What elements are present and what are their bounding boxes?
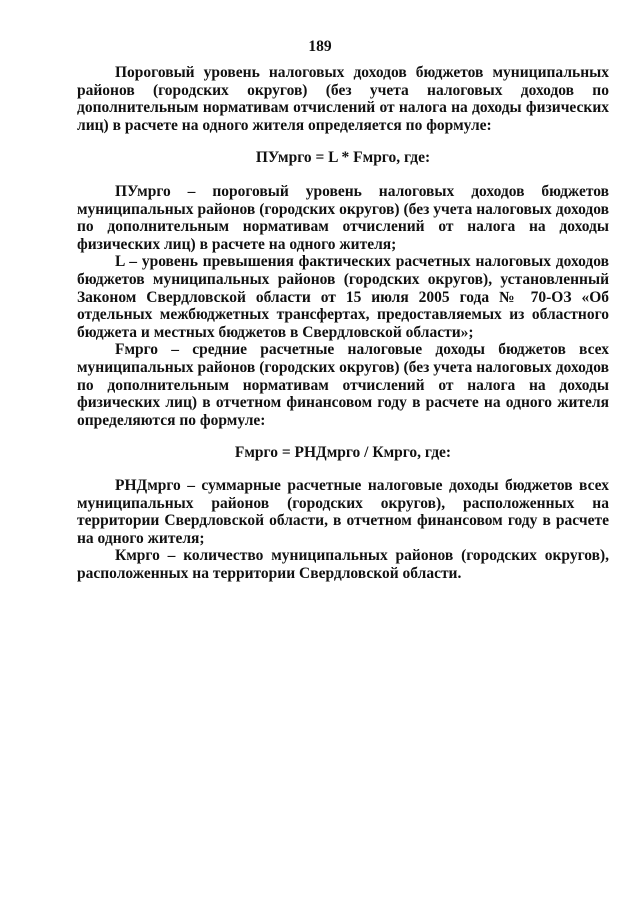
definitions-block-1 xyxy=(77,183,609,429)
intro-block xyxy=(77,64,609,134)
page-number: 189 xyxy=(308,38,332,55)
definition-l: L – уровень превышения фактических расчетных налоговых доходов бюджетов муниципальных районов (городских округов), установленный Законом Свердловской области от 15 июля 2005 года № 70-ОЗ «Об отдельных межбюджетных трансфертах, предоставляемых из областного бюджета и местных бюджетов в Свердловской области»; xyxy=(77,253,609,341)
threshold-formula: ПУмрго = L * Fмрго, где: xyxy=(255,149,431,166)
definition-rnd: РНДмрго – суммарные расчетные налоговые доходы бюджетов всех муниципальных районов (городских округов), расположенных на территории Свердловской области, в отчетном финансовом году в расчете на одного жителя; xyxy=(77,477,609,547)
definition-pu: ПУмрго – пороговый уровень налоговых доходов бюджетов муниципальных районов (городских округов) (без учета налоговых доходов по дополнительным нормативам отчислений от налога на доходы физических лиц) в расчете на одного жителя; xyxy=(77,183,609,253)
average-income-formula: Fмрго = РНДмрго / Кмрго, где: xyxy=(234,444,452,461)
definition-f: Fмрго – средние расчетные налоговые доходы бюджетов всех муниципальных районов (городских округов) (без учета налоговых доходов по дополнительным нормативам отчислений от налога на доходы физических лиц) в отчетном финансовом году в расчете на одного жителя определяются по формуле: xyxy=(77,341,609,429)
definition-k: Кмрго – количество муниципальных районов (городских округов), расположенных на территории Свердловской области. xyxy=(77,547,609,582)
definitions-block-2 xyxy=(77,477,609,583)
intro-paragraph: Пороговый уровень налоговых доходов бюджетов муниципальных районов (городских округов) (без учета налоговых доходов по дополнительным нормативам отчислений от налога на доходы физических лиц) в расчете на одного жителя определяется по формуле: xyxy=(77,64,609,134)
